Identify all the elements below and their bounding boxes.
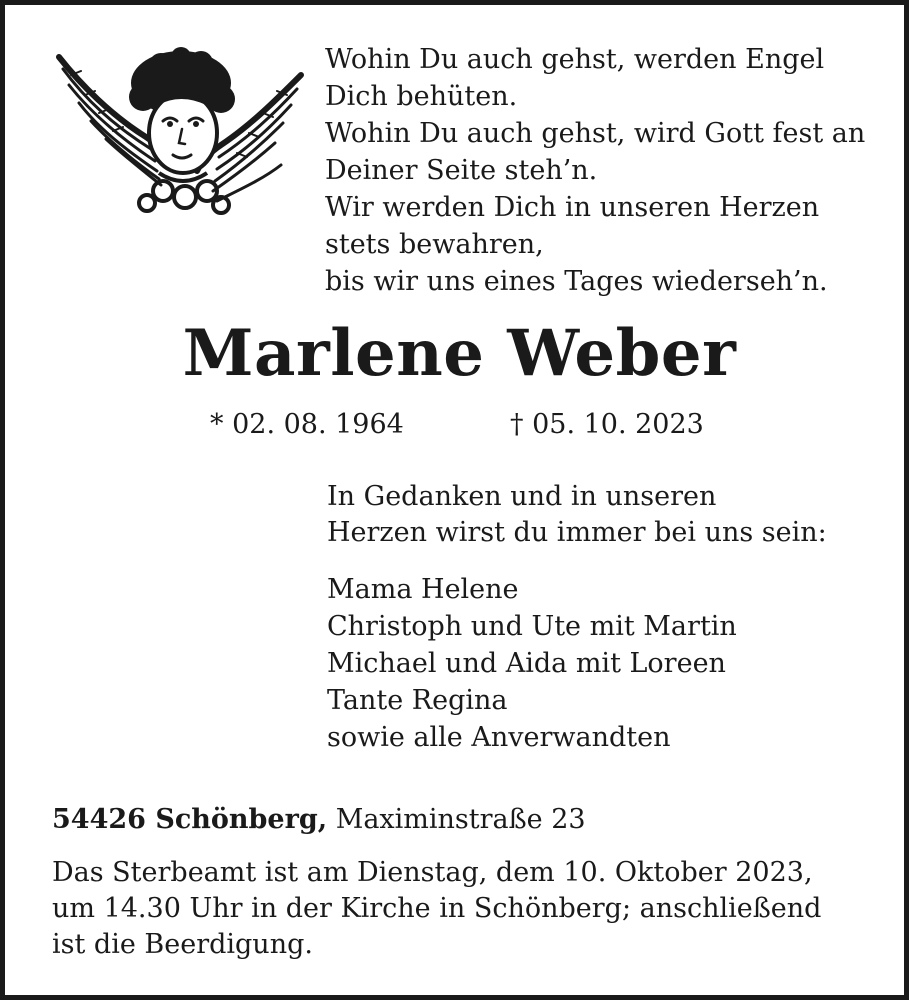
remembrance-line: Herzen wirst du immer bei uns sein: <box>327 517 827 548</box>
poem-line: bis wir uns eines Tages wiederseh’n. <box>325 266 828 297</box>
cherub-angel-icon <box>51 45 309 217</box>
poem-line: stets bewahren, <box>325 229 544 260</box>
funeral-service-info <box>52 855 821 963</box>
address-street: Maximinstraße 23 <box>327 804 586 835</box>
family-member: Tante Regina <box>327 685 508 716</box>
family-member: Christoph und Ute mit Martin <box>327 611 737 642</box>
service-line: Das Sterbeamt ist am Dienstag, dem 10. Oktober 2023, <box>52 857 813 888</box>
family-member: sowie alle Anverwandten <box>327 722 671 753</box>
family-member: Mama Helene <box>327 574 519 605</box>
poem-verse <box>325 41 865 300</box>
birth-date: * 02. 08. 1964 <box>210 409 404 440</box>
poem-line: Wohin Du auch gehst, wird Gott fest an <box>325 118 866 149</box>
remembrance-line: In Gedanken und in unseren <box>327 481 717 512</box>
family-list <box>327 571 737 756</box>
poem-line: Deiner Seite steh’n. <box>325 155 598 186</box>
remembrance-text <box>327 479 827 551</box>
poem-line: Wir werden Dich in unseren Herzen <box>325 192 820 223</box>
address-place: 54426 Schönberg, <box>52 804 328 835</box>
service-line: um 14.30 Uhr in der Kirche in Schönberg; anschließend <box>52 893 822 924</box>
mourning-address <box>52 801 586 838</box>
service-line: ist die Beerdigung. <box>52 929 313 960</box>
deceased-name: Marlene Weber <box>182 316 737 391</box>
family-member: Michael und Aida mit Loreen <box>327 648 726 679</box>
death-date: † 05. 10. 2023 <box>510 409 704 440</box>
poem-line: Wohin Du auch gehst, werden Engel <box>325 44 825 75</box>
poem-line: Dich behüten. <box>325 81 518 112</box>
